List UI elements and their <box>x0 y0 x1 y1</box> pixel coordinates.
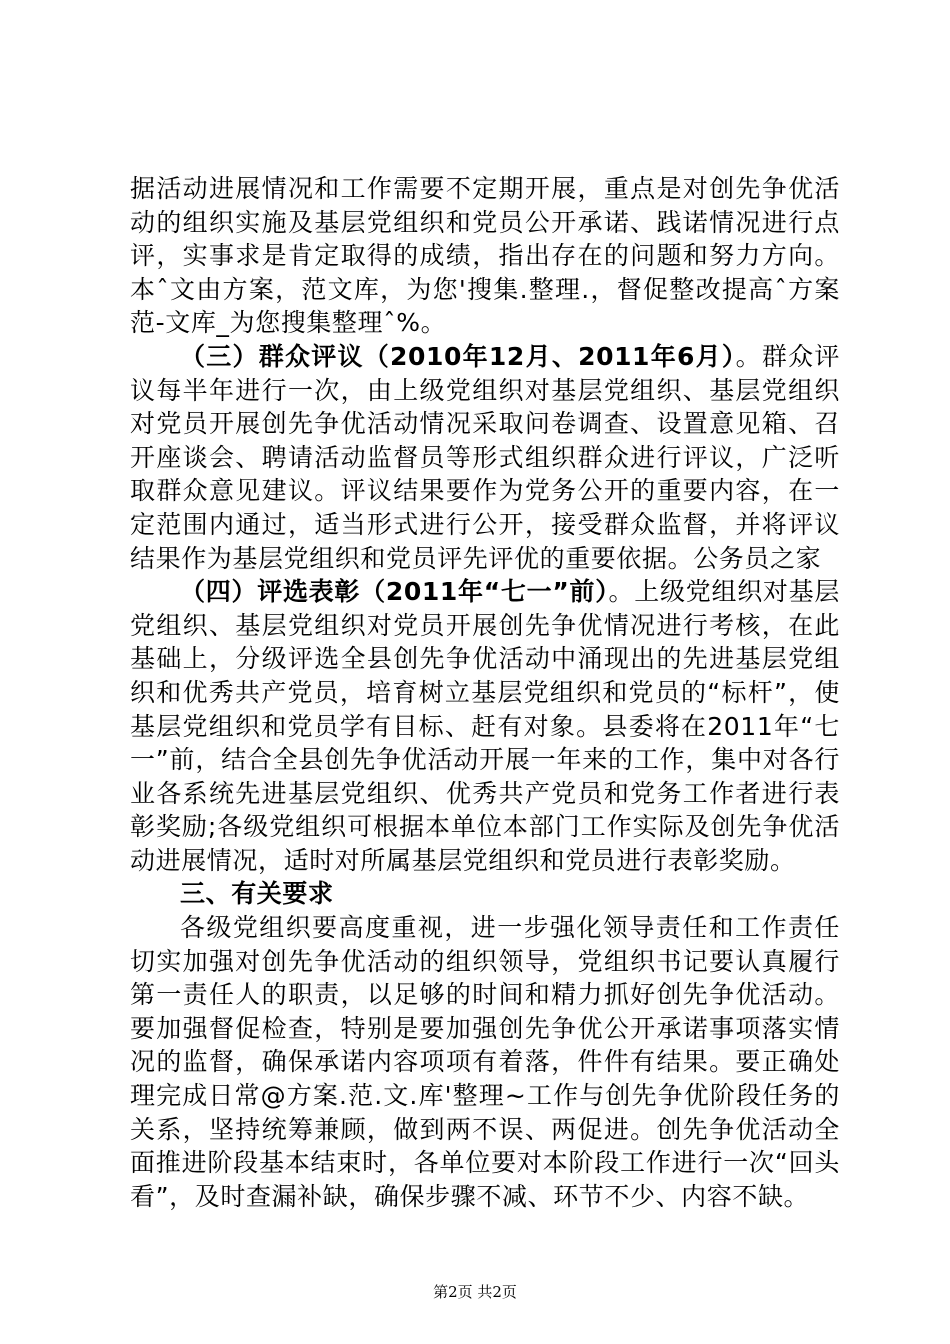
mass-appraisal-heading: （三）群众评议（2010年12月、2011年6月） <box>180 341 736 371</box>
paragraph-evaluation-continued: 据活动进展情况和工作需要不定期开展，重点是对创先争优活动的组织实施及基层党组织和党员公开承诺、践诺情况进行点评，实事求是肯定取得的成绩，指出存在的问题和努力方向。本ˆ文由方案，范文库，为您'搜集.整理.，督促整改提高ˆ方案范-文库_为您搜集整理ˆ%。 <box>130 174 840 338</box>
paragraph-selection-commendation <box>130 575 840 877</box>
section-heading-requirements: 三、有关要求 <box>180 879 334 909</box>
selection-commendation-body: 。上级党组织对基层党组织、基层党组织对党员开展创先争优情况进行考核，在此基础上，分级评选全县创先争优活动中涌现出的先进基层党组织和优秀共产党员，培育树立基层党组织和党员的“标杆”，使基层党组织和党员学有目标、赶有对象。县委将在2011年“七一”前，结合全县创先争优活动开展一年来的工作，集中对各行业各系统先进基层党组织、优秀共产党员和党务工作者进行表彰奖励;各级党组织可根据本单位本部门工作实际及创先争优活动进展情况，适时对所属基层党组织和党员进行表彰奖励。 <box>130 577 840 875</box>
document-body <box>130 172 840 1213</box>
page-number-footer: 第2页 共2页 <box>433 1283 517 1301</box>
selection-commendation-heading: （四）评选表彰（2011年“七一”前） <box>180 577 609 607</box>
paragraph-mass-appraisal <box>130 340 840 575</box>
paragraph-requirements: 各级党组织要高度重视，进一步强化领导责任和工作责任切实加强对创先争优活动的组织领导，党组织书记要认真履行第一责任人的职责，以足够的时间和精力抓好创先争优活动。要加强督促检查，特别是要加强创先争优公开承诺事项落实情况的监督，确保承诺内容项项有着落，件件有结果。要正确处理完成日常@方案.范.文.库'整理~工作与创先争优阶段任务的关系，坚持统筹兼顾，做到两不误、两促进。创先争优活动全面推进阶段基本结束时，各单位要对本阶段工作进行一次“回头看”，及时查漏补缺，确保步骤不减、环节不少、内容不缺。 <box>130 913 840 1211</box>
mass-appraisal-body: 。群众评议每半年进行一次，由上级党组织对基层党组织、基层党组织对党员开展创先争优活动情况采取问卷调查、设置意见箱、召开座谈会、聘请活动监督员等形式组织群众进行评议，广泛听取群众意见建议。评议结果要作为党务公开的重要内容，在一定范围内通过，适当形式进行公开，接受群众监督，并将评议结果作为基层党组织和党员评先评优的重要依据。公务员之家 <box>130 341 840 573</box>
